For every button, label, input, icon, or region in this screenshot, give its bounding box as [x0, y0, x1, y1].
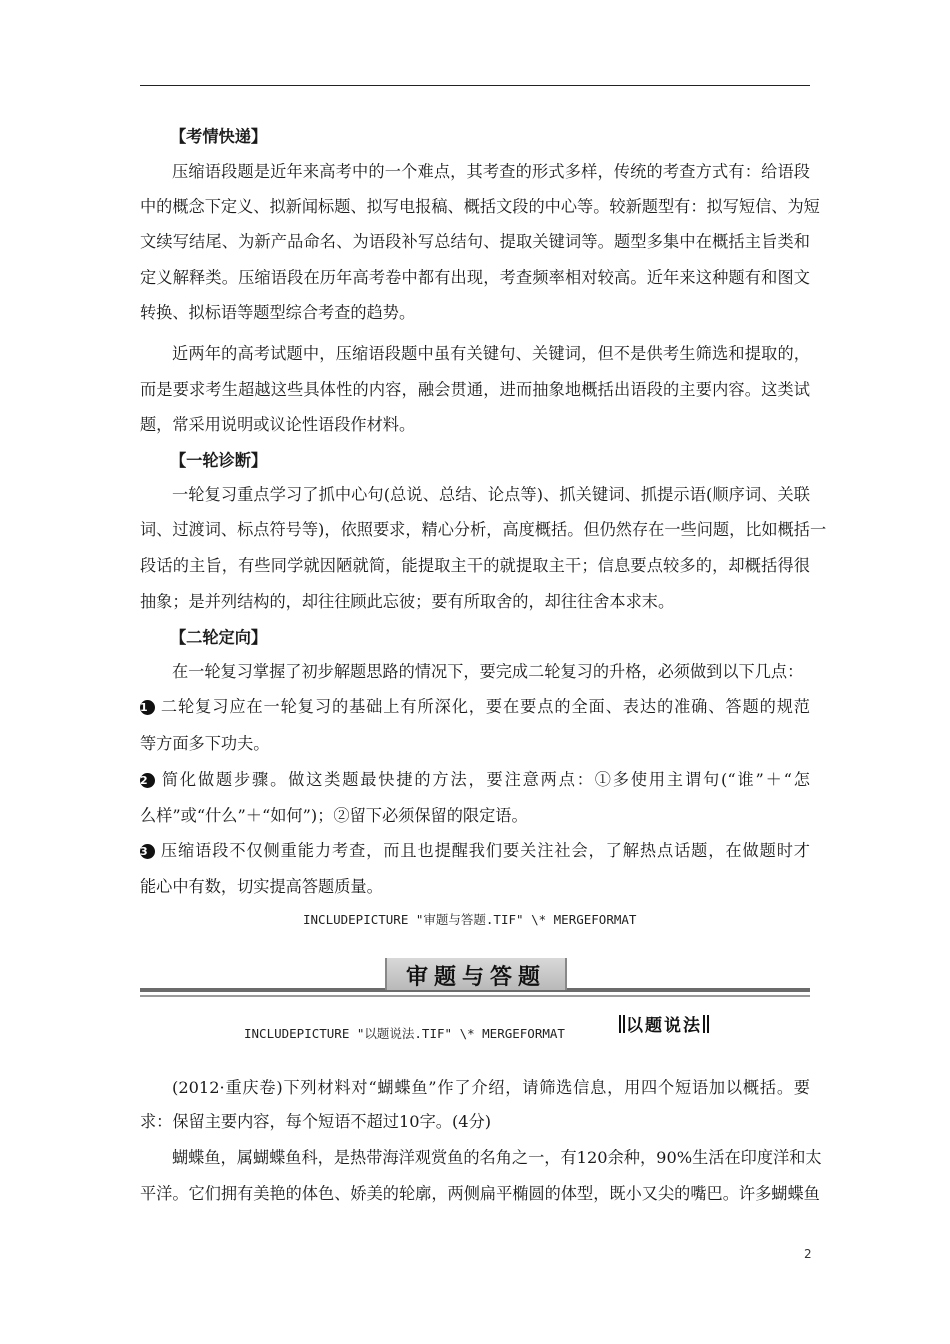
paragraph-line: 抽象；是并列结构的，却往往顾此忘彼；要有所取舍的，却往往舍本求末。: [140, 592, 675, 611]
number-badge: 2: [140, 773, 155, 788]
bar-icon: [619, 1015, 621, 1033]
banner-title: 审题与答题: [405, 964, 546, 990]
paragraph-line: 等方面多下功夫。: [140, 734, 270, 753]
tag-yiti-shuofa: 以题说法: [618, 1014, 710, 1038]
header-rule: [140, 85, 810, 86]
paragraph-line: 压缩语段题是近年来高考中的一个难点，其考查的形式多样，传统的考查方式有：给语段: [172, 162, 810, 181]
page-number: 2: [804, 1247, 812, 1261]
number-badge: 3: [140, 844, 155, 859]
paragraph-line: 近两年的高考试题中，压缩语段题中虽有关键句、关键词，但不是供考生筛选和提取的，: [172, 344, 810, 363]
paragraph-line: 转换、拟标语等题型综合考查的趋势。: [140, 303, 416, 322]
bar-icon: [623, 1015, 625, 1033]
banner-box: [385, 958, 567, 990]
section-banner: [140, 958, 810, 1000]
material-line: 蝴蝶鱼，属蝴蝶鱼科，是热带海洋观赏鱼的名角之一，有120余种，90%生活在印度洋和太: [172, 1148, 822, 1167]
question-line: 求：保留主要内容，每个短语不超过10字。(4分): [140, 1112, 492, 1131]
question-line: (2012·重庆卷)下列材料对“蝴蝶鱼”作了介绍，请筛选信息，用四个短语加以概括。要: [172, 1078, 810, 1097]
list-item-2: 2 简化做题步骤。做这类题最快捷的方法，要注意两点：①多使用主谓句(“谁”＋“怎: [140, 770, 810, 789]
heading-erlun: 【二轮定向】: [170, 628, 268, 647]
paragraph-line: 定义解释类。压缩语段在历年高考卷中都有出现，考查频率相对较高。近年来这种题有和图文: [140, 268, 810, 287]
paragraph-line: 一轮复习重点学习了抓中心句(总说、总结、论点等)、抓关键词、抓提示语(顺序词、关联: [172, 485, 810, 504]
paragraph-line: 词、过渡词、标点符号等)，依照要求，精心分析，高度概括。但仍然存在一些问题，比如概括一: [140, 520, 827, 539]
number-badge: 1: [140, 700, 155, 715]
field-code-line: INCLUDEPICTURE "审题与答题.TIF" \* MERGEFORMAT: [303, 912, 637, 927]
list-item-1: 1 二轮复习应在一轮复习的基础上有所深化，要在要点的全面、表达的准确、答题的规范: [140, 697, 810, 716]
bar-icon: [707, 1015, 709, 1033]
paragraph-line: 而是要求考生超越这些具体性的内容，融会贯通，进而抽象地概括出语段的主要内容。这类试: [140, 380, 810, 399]
heading-yilun: 【一轮诊断】: [170, 451, 268, 470]
paragraph-line: 文续写结尾、为新产品命名、为语段补写总结句、提取关键词等。题型多集中在概括主旨类和: [140, 232, 810, 251]
heading-kaoqing: 【考情快递】: [170, 127, 268, 146]
banner-rule: [140, 995, 810, 997]
field-code-line: INCLUDEPICTURE "以题说法.TIF" \* MERGEFORMAT: [244, 1026, 565, 1041]
material-line: 平洋。它们拥有美艳的体色、娇美的轮廓，两侧扁平椭圆的体型，既小又尖的嘴巴。许多蝴蝶鱼: [140, 1184, 820, 1203]
list-item-3: 3 压缩语段不仅侧重能力考查，而且也提醒我们要关注社会，了解热点话题，在做题时才: [140, 841, 810, 860]
paragraph-line: 么样”或“什么”＋“如何”)；②留下必须保留的限定语。: [140, 806, 528, 825]
paragraph-line: 中的概念下定义、拟新闻标题、拟写电报稿、概括文段的中心等。较新题型有：拟写短信、为短: [140, 197, 820, 216]
paragraph-line: 在一轮复习掌握了初步解题思路的情况下，要完成二轮复习的升格，必须做到以下几点：: [172, 662, 804, 681]
paragraph-line: 题，常采用说明或议论性语段作材料。: [140, 415, 416, 434]
paragraph-line: 能心中有数，切实提高答题质量。: [140, 877, 383, 896]
paragraph-line: 段话的主旨，有些同学就因陋就简，能提取主干的就提取主干；信息要点较多的，却概括得很: [140, 556, 810, 575]
bar-icon: [703, 1015, 705, 1033]
